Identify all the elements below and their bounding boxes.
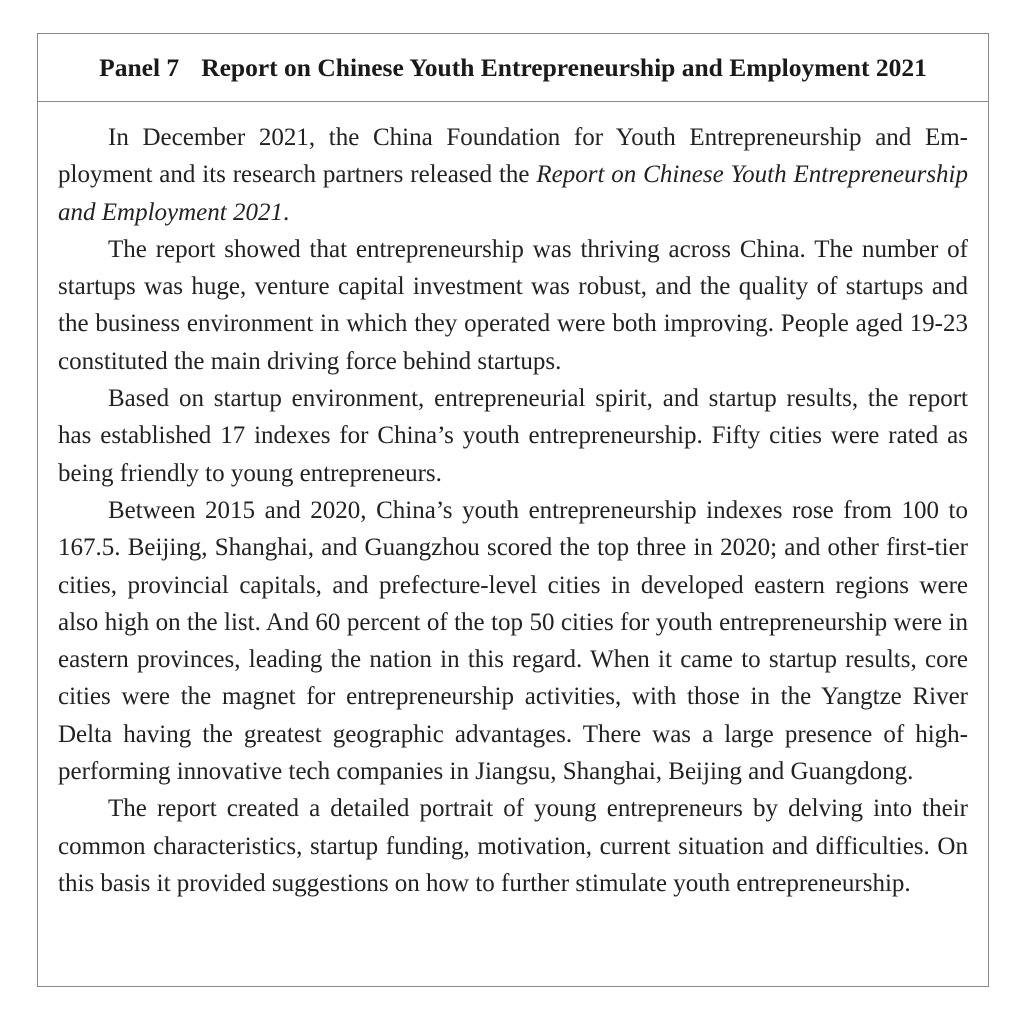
paragraph-1 bbox=[58, 119, 968, 231]
panel-label: Panel 7 bbox=[99, 52, 180, 82]
panel-title bbox=[99, 53, 927, 83]
panel-body bbox=[38, 102, 988, 902]
report-panel bbox=[37, 33, 989, 987]
report-title-italic: Report on Chinese Youth Entrepreneurship and Employment 2021 bbox=[58, 161, 969, 226]
paragraph-2: The report showed that entrepreneurship was thriving across China. The number of startups was huge, venture capital investment was robust, and the quality of startups and the business environment in which they operated were both improving. People aged 19-23 constituted the main driving force behind startups. bbox=[58, 235, 968, 375]
paragraph-5: The report created a detailed portrait of young entrepreneurs by delving into their common characteristics, startup funding, motivation, current situation and difficulties. On this basis it provided suggestions on how to further stimulate youth entrepreneurship. bbox=[58, 795, 968, 897]
panel-header bbox=[38, 34, 988, 102]
paragraph-3: Based on startup environment, entrepreneurial spirit, and startup results, the report has established 17 indexes for China’s youth entrepreneurship. Fifty cities were rated as being friendly to young entrepreneurs. bbox=[58, 385, 968, 487]
paragraph-4: Between 2015 and 2020, China’s youth entrepreneurship indexes rose from 100 to 167.5. Beijing, Shanghai, and Guangzhou scored the top three in 2020; and other first-tier cities, provincial capitals, and prefecture-level cities in developed eastern regions were also high on the list. And 60 percent of the top 50 cities for youth entrepreneurship were in eastern provinces, leading the nation in this regard. When it came to startup results, core cities were the magnet for entrepreneurship activities, with those in the Yangtze River Delta having the greatest geographic advantages. There was a large presence of high-performing innovative tech companies in Jiangsu, Shanghai, Beijing and Guangdong. bbox=[58, 496, 968, 786]
paragraph-1-text: In December 2021, the China Foundation for Youth Entrepreneurship and Employment and its research partners released the bbox=[58, 124, 968, 189]
panel-title-text: Report on Chinese Youth Entrepreneurship and Employment 2021 bbox=[201, 52, 927, 82]
paragraph-1-end: . bbox=[282, 198, 290, 226]
